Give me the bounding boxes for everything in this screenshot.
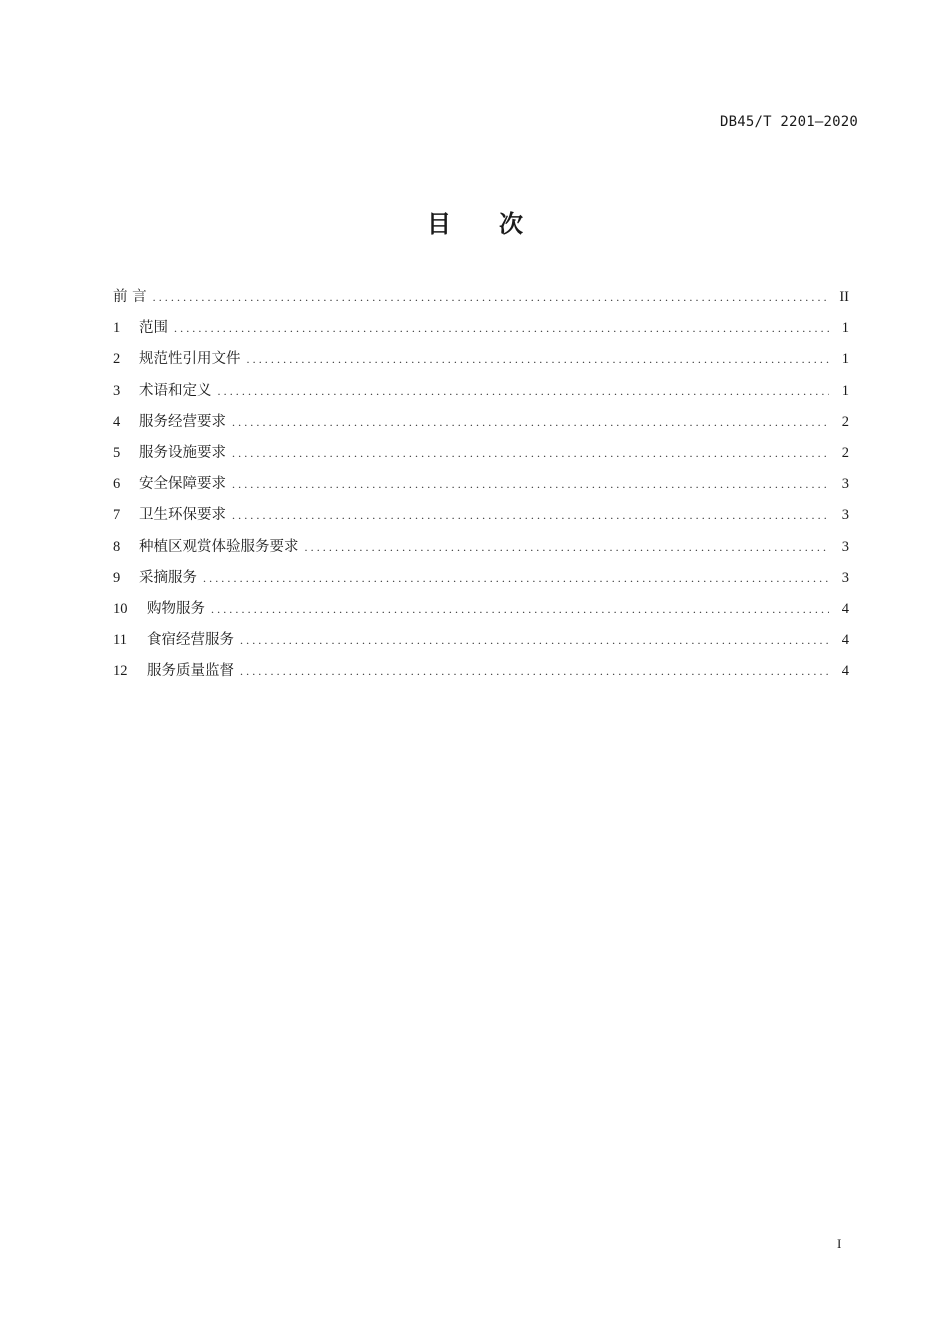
table-of-contents: [113, 282, 849, 687]
toc-item-label: 服务质量监督: [147, 663, 234, 680]
toc-item-label: 卫生环保要求: [139, 507, 226, 524]
toc-leader-dots: [218, 376, 830, 407]
toc-leader-dots: [240, 656, 829, 687]
toc-item-normative-references[interactable]: [113, 344, 849, 375]
toc-leader-dots: [232, 407, 829, 438]
toc-leader-dots: [174, 313, 829, 344]
toc-item-number: 4: [113, 413, 121, 430]
toc-item-number: 11: [113, 632, 127, 649]
toc-item-number: 2: [113, 351, 121, 368]
toc-item-page: 3: [841, 507, 849, 524]
document-code: DB45/T 2201—2020: [719, 114, 858, 130]
toc-item-label: 采摘服务: [139, 569, 197, 586]
toc-item-page: 3: [841, 476, 849, 493]
toc-item-page: 1: [841, 320, 849, 337]
toc-item-page: 1: [841, 351, 849, 368]
toc-item-label: 服务设施要求: [139, 444, 226, 461]
toc-item-label: 规范性引用文件: [139, 351, 241, 368]
toc-item-number: 10: [113, 600, 128, 617]
toc-item-number: 6: [113, 476, 121, 493]
toc-leader-dots: [211, 594, 829, 625]
toc-item-hygiene-requirements[interactable]: [113, 500, 849, 531]
toc-item-number: 9: [113, 569, 121, 586]
toc-item-quality-supervision[interactable]: [113, 656, 849, 687]
toc-leader-dots: [305, 532, 830, 563]
toc-item-label: 前 言: [113, 289, 147, 305]
toc-item-number: 3: [113, 382, 121, 399]
toc-item-page: 4: [841, 632, 849, 649]
toc-item-picking-service[interactable]: [113, 563, 849, 594]
toc-item-shopping-service[interactable]: [113, 594, 849, 625]
toc-item-number: 8: [113, 538, 121, 555]
toc-item-label: 范围: [139, 320, 168, 337]
toc-item-operation-requirements[interactable]: [113, 407, 849, 438]
toc-item-number: 7: [113, 507, 121, 524]
toc-leader-dots: [240, 625, 829, 656]
toc-item-page: 2: [841, 413, 849, 430]
toc-leader-dots: [247, 344, 830, 375]
toc-item-number: 5: [113, 444, 121, 461]
toc-item-page: 3: [841, 569, 849, 586]
toc-item-page: 4: [841, 600, 849, 617]
toc-item-safety-requirements[interactable]: [113, 469, 849, 500]
toc-leader-dots: [153, 282, 829, 313]
toc-item-scope[interactable]: [113, 313, 849, 344]
toc-item-page: 3: [841, 538, 849, 555]
toc-item-terms-definitions[interactable]: [113, 376, 849, 407]
toc-leader-dots: [203, 563, 829, 594]
toc-item-facility-requirements[interactable]: [113, 438, 849, 469]
toc-item-page: 1: [841, 382, 849, 399]
toc-item-preface[interactable]: [113, 282, 849, 313]
toc-item-label: 食宿经营服务: [147, 632, 234, 649]
toc-item-number: 12: [113, 663, 128, 680]
toc-item-label: 术语和定义: [139, 382, 212, 399]
toc-leader-dots: [232, 500, 829, 531]
toc-item-label: 购物服务: [147, 600, 205, 617]
toc-item-page: II: [839, 289, 849, 305]
toc-item-label: 服务经营要求: [139, 413, 226, 430]
toc-item-page: 2: [841, 444, 849, 461]
page-number: I: [837, 1236, 842, 1251]
toc-item-number: 1: [113, 320, 121, 337]
toc-item-label: 种植区观赏体验服务要求: [139, 538, 299, 555]
toc-leader-dots: [232, 438, 829, 469]
toc-item-label: 安全保障要求: [139, 476, 226, 493]
toc-item-planting-area-experience[interactable]: [113, 532, 849, 563]
toc-item-food-lodging-service[interactable]: [113, 625, 849, 656]
page-title: 目次: [427, 210, 571, 238]
toc-item-page: 4: [841, 663, 849, 680]
toc-leader-dots: [232, 469, 829, 500]
